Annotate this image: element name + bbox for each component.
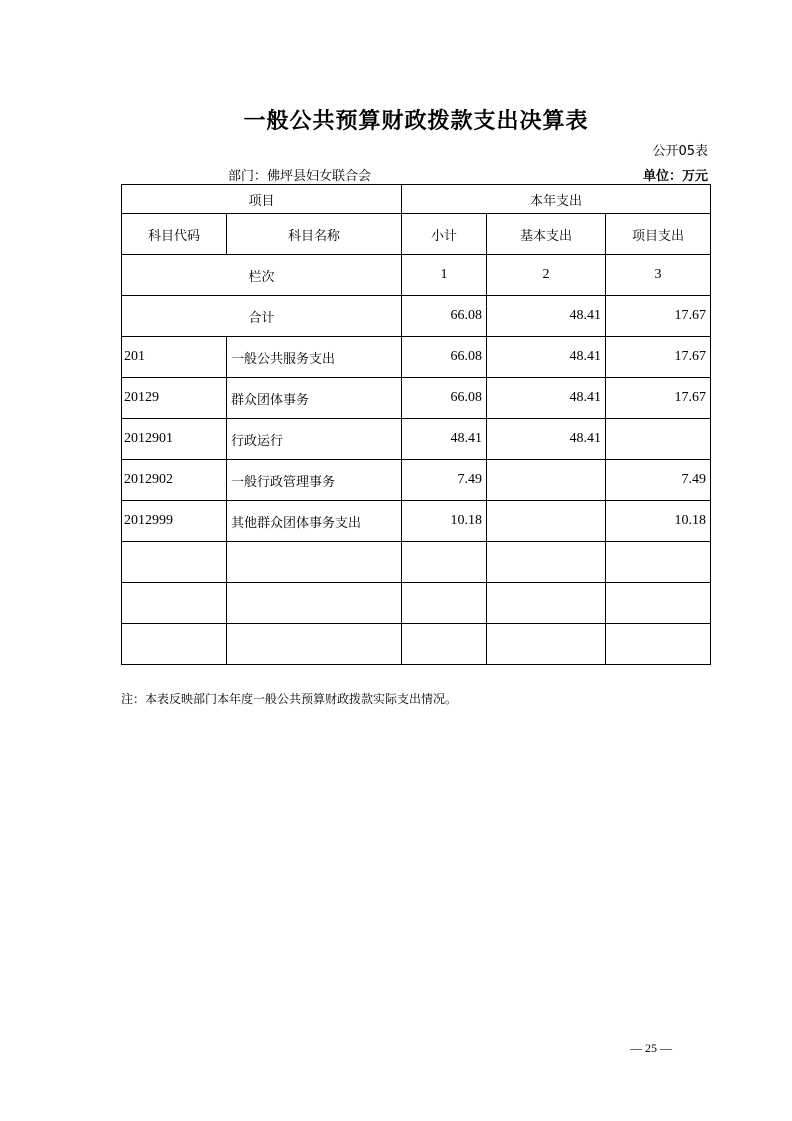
subject-name-cell bbox=[227, 583, 402, 624]
basic-expense-cell: 48.41 bbox=[487, 378, 606, 419]
subject-code-cell: 201 bbox=[122, 337, 227, 378]
header-basic-expense: 基本支出 bbox=[487, 214, 606, 255]
page-number: — 25 — bbox=[630, 1041, 672, 1055]
form-number: 公开05表 bbox=[652, 144, 708, 159]
project-expense-cell: 7.49 bbox=[606, 460, 711, 501]
column-number-label: 栏次 bbox=[122, 255, 402, 296]
project-expense-cell: 10.18 bbox=[606, 501, 711, 542]
header-row-2 bbox=[122, 214, 711, 255]
column-number-1: 1 bbox=[402, 255, 487, 296]
subject-code-cell bbox=[122, 542, 227, 583]
project-expense-cell bbox=[606, 624, 711, 665]
basic-expense-cell bbox=[487, 501, 606, 542]
basic-expense-cell bbox=[487, 460, 606, 501]
subject-code-cell: 2012901 bbox=[122, 419, 227, 460]
subtotal-cell bbox=[402, 542, 487, 583]
subject-name-cell: 一般公共服务支出 bbox=[227, 337, 402, 378]
project-expense-cell bbox=[606, 542, 711, 583]
budget-table bbox=[121, 184, 711, 665]
table-row bbox=[122, 624, 711, 665]
total-subtotal: 66.08 bbox=[402, 296, 487, 337]
subject-code-cell bbox=[122, 583, 227, 624]
basic-expense-cell: 48.41 bbox=[487, 419, 606, 460]
column-number-3: 3 bbox=[606, 255, 711, 296]
subtotal-cell: 48.41 bbox=[402, 419, 487, 460]
project-expense-cell bbox=[606, 583, 711, 624]
table-row bbox=[122, 460, 711, 501]
total-row bbox=[122, 296, 711, 337]
page-title: 一般公共预算财政拨款支出决算表 bbox=[243, 109, 589, 134]
column-number-2: 2 bbox=[487, 255, 606, 296]
column-number-row bbox=[122, 255, 711, 296]
subject-code-cell: 2012999 bbox=[122, 501, 227, 542]
subject-code-cell bbox=[122, 624, 227, 665]
subject-name-cell: 行政运行 bbox=[227, 419, 402, 460]
header-subject-name: 科目名称 bbox=[227, 214, 402, 255]
total-label: 合计 bbox=[122, 296, 402, 337]
header-row-1 bbox=[122, 185, 711, 214]
subject-code-cell: 20129 bbox=[122, 378, 227, 419]
header-this-year-expense: 本年支出 bbox=[402, 185, 711, 214]
subtotal-cell: 7.49 bbox=[402, 460, 487, 501]
total-basic: 48.41 bbox=[487, 296, 606, 337]
table-note: 注：本表反映部门本年度一般公共预算财政拨款实际支出情况。 bbox=[121, 692, 458, 706]
subject-name-cell bbox=[227, 624, 402, 665]
subtotal-cell: 10.18 bbox=[402, 501, 487, 542]
table-row bbox=[122, 542, 711, 583]
subtotal-cell: 66.08 bbox=[402, 337, 487, 378]
project-expense-cell: 17.67 bbox=[606, 378, 711, 419]
basic-expense-cell: 48.41 bbox=[487, 337, 606, 378]
subtotal-cell bbox=[402, 624, 487, 665]
department-label: 部门：佛坪县妇女联合会 bbox=[228, 169, 372, 184]
table-row bbox=[122, 378, 711, 419]
project-expense-cell bbox=[606, 419, 711, 460]
header-subtotal: 小计 bbox=[402, 214, 487, 255]
basic-expense-cell bbox=[487, 583, 606, 624]
table-row bbox=[122, 337, 711, 378]
header-project-expense: 项目支出 bbox=[606, 214, 711, 255]
table-row bbox=[122, 419, 711, 460]
header-subject-code: 科目代码 bbox=[122, 214, 227, 255]
subject-name-cell: 一般行政管理事务 bbox=[227, 460, 402, 501]
basic-expense-cell bbox=[487, 542, 606, 583]
project-expense-cell: 17.67 bbox=[606, 337, 711, 378]
subject-name-cell: 其他群众团体事务支出 bbox=[227, 501, 402, 542]
unit-label: 单位：万元 bbox=[642, 169, 708, 184]
subject-name-cell: 群众团体事务 bbox=[227, 378, 402, 419]
subtotal-cell: 66.08 bbox=[402, 378, 487, 419]
total-project: 17.67 bbox=[606, 296, 711, 337]
header-project: 项目 bbox=[122, 185, 402, 214]
subject-name-cell bbox=[227, 542, 402, 583]
subtotal-cell bbox=[402, 583, 487, 624]
subject-code-cell: 2012902 bbox=[122, 460, 227, 501]
table-row bbox=[122, 501, 711, 542]
table-row bbox=[122, 583, 711, 624]
basic-expense-cell bbox=[487, 624, 606, 665]
